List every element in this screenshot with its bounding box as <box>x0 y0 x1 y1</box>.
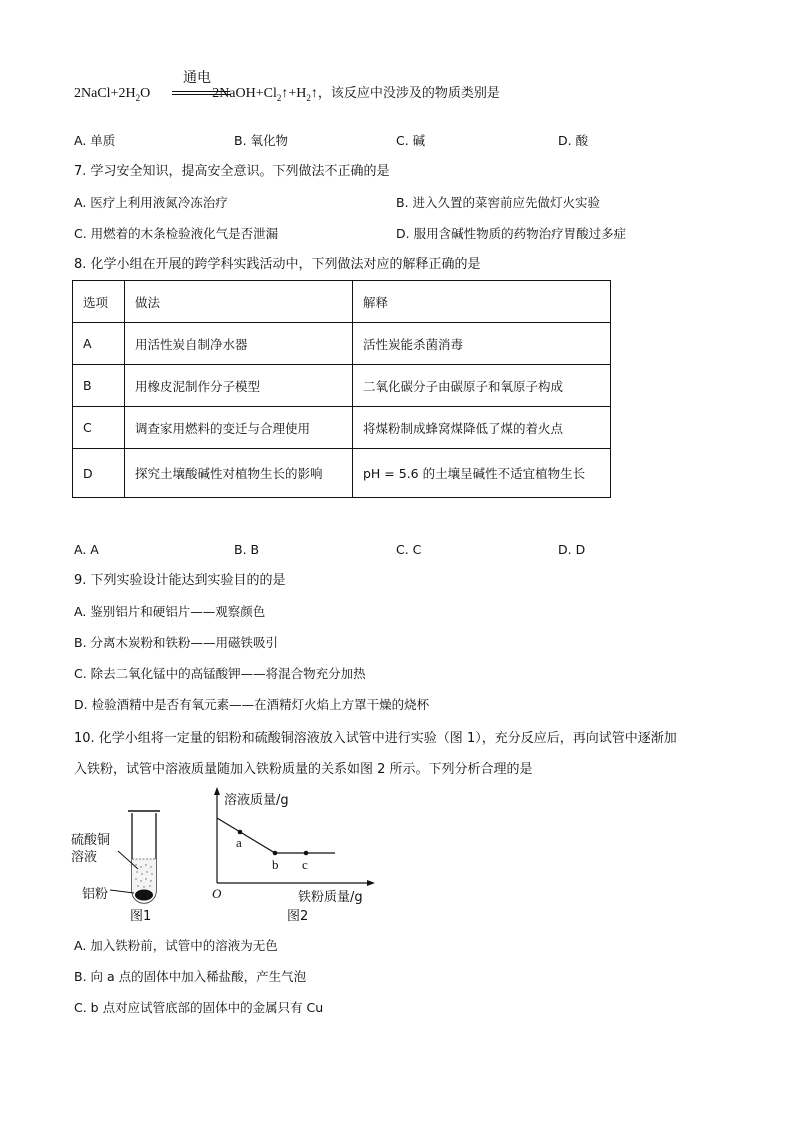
row-a-option: A <box>73 323 125 365</box>
q7-option-d[interactable]: D. 服用含碱性物质的药物治疗胃酸过多症 <box>396 226 627 241</box>
q10-option-a[interactable]: A. 加入铁粉前，试管中的溶液为无色 <box>74 938 278 953</box>
fig2-origin: O <box>212 886 222 901</box>
y-axis-arrow <box>214 787 220 795</box>
q6-option-a[interactable]: A. 单质 <box>74 133 116 148</box>
mass-curve <box>217 818 335 853</box>
q8-option-d[interactable]: D. D <box>558 542 586 557</box>
q7-option-a[interactable]: A. 医疗上利用液氮冷冻治疗 <box>74 195 228 210</box>
row-a-explanation: 活性炭能杀菌消毒 <box>353 323 611 365</box>
fig2-caption: 图2 <box>287 909 309 924</box>
row-c-option: C <box>73 407 125 449</box>
q7-option-c[interactable]: C. 用燃着的木条检验液化气是否泄漏 <box>74 226 279 241</box>
fig2-x-label: 铁粉质量/g <box>298 890 363 905</box>
q9-stem: 9. 下列实验设计能达到实验目的的是 <box>74 573 286 588</box>
q7-stem: 7. 学习安全知识，提高安全意识。下列做法不正确的是 <box>74 164 390 179</box>
q6-option-b[interactable]: B. 氧化物 <box>234 133 289 148</box>
q9-option-b[interactable]: B. 分离木炭粉和铁粉——用磁铁吸引 <box>74 635 279 650</box>
q6-option-c[interactable]: C. 碱 <box>396 133 426 148</box>
q6-question: ，该反应中没涉及的物质类别是 <box>317 86 500 101</box>
q9-option-d[interactable]: D. 检验酒精中是否有氧元素——在酒精灯火焰上方罩干燥的烧杯 <box>74 697 430 712</box>
q10-option-c[interactable]: C. b 点对应试管底部的固体中的金属只有 Cu <box>74 1000 324 1015</box>
q8-option-b[interactable]: B. B <box>234 542 260 557</box>
q6-option-d[interactable]: D. 酸 <box>558 133 589 148</box>
table-header-row <box>73 281 611 323</box>
equation-left: $2NaCl+2H_2O$ <box>74 86 151 103</box>
q9-option-c[interactable]: C. 除去二氧化锰中的高锰酸钾——将混合物充分加热 <box>74 666 366 681</box>
equation-right: $2NaOH+Cl_2↑+H_2↑$ <box>212 86 318 103</box>
row-a-method: 用活性炭自制净水器 <box>125 323 353 365</box>
reaction-condition: 通电 <box>183 71 211 86</box>
row-b-explanation: 二氧化碳分子由碳原子和氧原子构成 <box>353 365 611 407</box>
q8-table <box>72 280 611 498</box>
table-row <box>73 365 611 407</box>
q9-option-a[interactable]: A. 鉴别铝片和硬铝片——观察颜色 <box>74 604 266 619</box>
q10-option-b[interactable]: B. 向 a 点的固体中加入稀盐酸，产生气泡 <box>74 969 307 984</box>
row-d-option: D <box>73 449 125 498</box>
fig1-label-powder: 铝粉 <box>82 887 109 902</box>
row-d-explanation: pH = 5.6 的土壤呈碱性不适宜植物生长 <box>353 449 611 498</box>
table-row <box>73 407 611 449</box>
header-option: 选项 <box>73 281 125 323</box>
point-b <box>273 851 278 856</box>
point-c <box>304 851 309 856</box>
fig1-caption: 图1 <box>130 909 152 924</box>
q10-stem-line2: 入铁粉，试管中溶液质量随加入铁粉质量的关系如图 2 所示。下列分析合理的是 <box>74 762 533 777</box>
q8-option-a[interactable]: A. A <box>74 542 99 557</box>
table-row <box>73 323 611 365</box>
row-c-method: 调查家用燃料的变迁与合理使用 <box>125 407 353 449</box>
row-d-method: 探究土壤酸碱性对植物生长的影响 <box>125 449 353 498</box>
q10-stem-line1: 10. 化学小组将一定量的铝粉和硫酸铜溶液放入试管中进行实验（图 1），充分反应后，再向试管中逐渐加 <box>74 731 677 746</box>
table-row <box>73 449 611 498</box>
fig2-point-c-label: c <box>302 857 308 872</box>
q8-stem: 8. 化学小组在开展的跨学科实践活动中，下列做法对应的解释正确的是 <box>74 257 481 272</box>
row-c-explanation: 将煤粉制成蜂窝煤降低了煤的着火点 <box>353 407 611 449</box>
header-method: 做法 <box>125 281 353 323</box>
fig2-point-a-label: a <box>236 835 242 850</box>
q8-option-c[interactable]: C. C <box>396 542 422 557</box>
q7-option-b[interactable]: B. 进入久置的菜窖前应先做灯火实验 <box>396 195 601 210</box>
point-a <box>238 830 243 835</box>
x-axis-arrow <box>367 880 375 886</box>
fig2-y-label: 溶液质量/g <box>224 793 289 808</box>
row-b-option: B <box>73 365 125 407</box>
chemical-equation <box>74 82 500 103</box>
header-explanation: 解释 <box>353 281 611 323</box>
row-b-method: 用橡皮泥制作分子模型 <box>125 365 353 407</box>
fig1-label-solution: 硫酸铜 溶液 <box>71 833 111 865</box>
fig2-point-b-label: b <box>272 857 279 872</box>
